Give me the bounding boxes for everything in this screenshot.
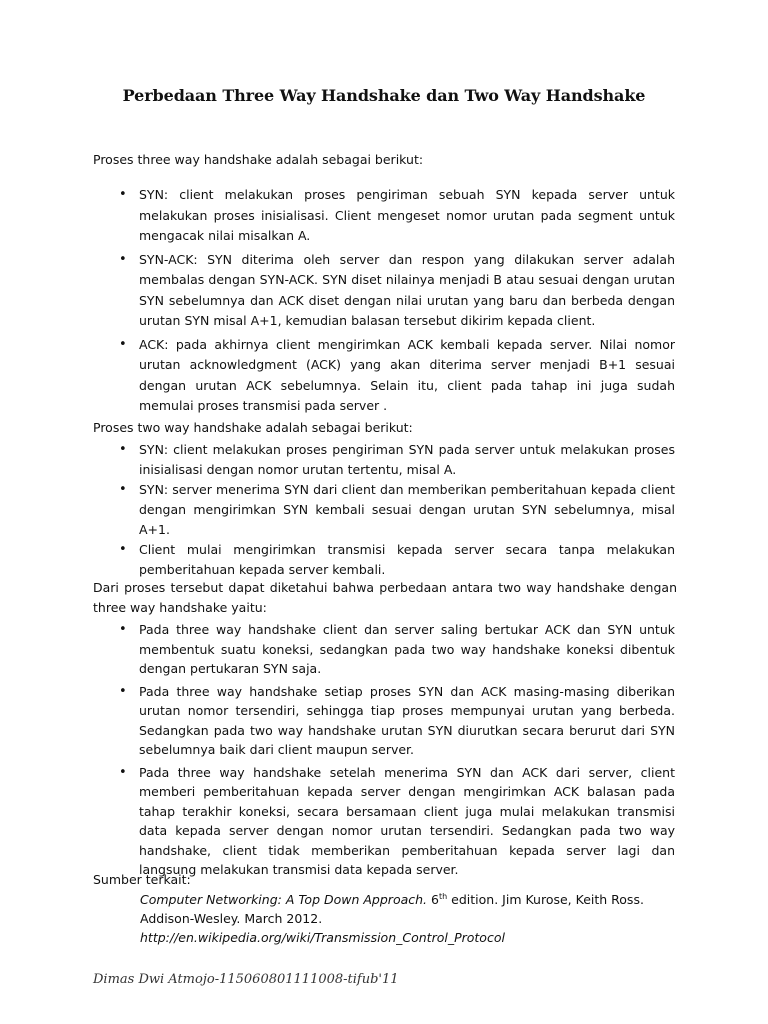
list-item-text: SYN: client melakukan proses pengiriman sebuah SYN kepada server untuk melakukan proses inisialisasi. Client mengeset nomor urutan pada segment untuk mengacak nilai misalkan A. <box>139 187 675 243</box>
source-book <box>140 890 680 928</box>
book-edition-suffix: th <box>438 891 448 901</box>
section2-list <box>93 440 675 580</box>
bullet-icon: • <box>119 764 127 780</box>
list-item-text: SYN: server menerima SYN dari client dan memberikan pemberitahuan kepada client dengan mengirimkan SYN kembali sesuai dengan urutan SYN sebelumnya, misal A+1. <box>139 482 675 537</box>
bullet-icon: • <box>119 336 127 352</box>
book-details: edition. Jim Kurose, Keith Ross. Addison-Wesley. March 2012. <box>140 892 644 926</box>
list-item-text: SYN: client melakukan proses pengiriman SYN pada server untuk melakukan proses inisialisasi dengan nomor urutan tertentu, misal A. <box>139 442 675 477</box>
list-item-text: SYN-ACK: SYN diterima oleh server dan respon yang dilakukan server adalah membalas dengan SYN-ACK. SYN diset nilainya menjadi B atau sesuai dengan urutan SYN sebelumnya dan ACK diset dengan nilai urutan yang baru dan berbeda dengan urutan SYN misal A+1, kemudian balasan tersebut dikirim kepada client. <box>139 251 675 328</box>
list-item-text: Pada three way handshake setiap proses SYN dan ACK masing-masing diberikan urutan nomor tersendiri, sehingga tiap proses mempunyai urutan yang berbeda. Sedangkan pada two way handshake urutan SYN diurutkan secara berurut dari SYN sebelumnya baik dari client maupun server. <box>139 683 675 757</box>
list-item <box>93 440 675 480</box>
list-item-text: Pada three way handshake setelah menerima SYN dan ACK dari server, client memberi pemberitahuan kepada server dengan mengirimkan ACK balasan pada tahap terakhir koneksi, secara bersamaan client juga mulai melakukan transmisi data kepada server dengan nomor urutan tersendiri. Sedangkan pada two way handshake, client tidak memberikan pemberitahuan kepada server lagi dan langsung melakukan transmisi data kepada server. <box>139 764 675 877</box>
list-item <box>93 335 675 417</box>
book-edition-number: 6 <box>431 892 439 907</box>
bullet-icon: • <box>119 622 127 637</box>
section1-intro: Proses three way handshake adalah sebagai berikut: <box>93 152 424 167</box>
bullet-icon: • <box>119 683 127 699</box>
author-footer: Dimas Dwi Atmojo-115060801111008-tifub'11 <box>93 972 399 987</box>
list-item <box>93 185 675 247</box>
sources-list <box>140 890 680 947</box>
list-item-text: Client mulai mengirimkan transmisi kepada server secara tanpa melakukan pemberitahuan kepada server kembali. <box>139 542 675 577</box>
list-item <box>93 620 675 679</box>
bullet-icon: • <box>119 442 127 457</box>
bullet-icon: • <box>119 251 127 267</box>
section2-intro: Proses two way handshake adalah sebagai berikut: <box>93 420 413 435</box>
bullet-icon: • <box>119 482 127 497</box>
document-title: Perbedaan Three Way Handshake dan Two Way Handshake <box>122 86 646 105</box>
list-item <box>93 480 675 540</box>
list-item <box>93 250 675 332</box>
bullet-icon: • <box>119 542 127 557</box>
bullet-icon: • <box>119 187 127 202</box>
source-link[interactable]: http://en.wikipedia.org/wiki/Transmission_Control_Protocol <box>140 930 505 945</box>
list-item <box>93 682 675 760</box>
section1-list <box>93 185 675 420</box>
list-item <box>93 540 675 580</box>
section3-intro: Dari proses tersebut dapat diketahui bahwa perbedaan antara two way handshake dengan three way handshake yaitu: <box>93 580 677 615</box>
section3-list <box>93 620 675 883</box>
sources-heading: Sumber terkait: <box>93 872 191 887</box>
list-item-text: Pada three way handshake client dan server saling bertukar ACK dan SYN untuk membentuk suatu koneksi, sedangkan pada two way handshake koneksi dibentuk dengan pertukaran SYN saja. <box>139 622 675 676</box>
list-item-text: ACK: pada akhirnya client mengirimkan ACK kembali kepada server. Nilai nomor urutan acknowledgment (ACK) yang akan diterima server menjadi B+1 sesuai dengan urutan ACK sebelumnya. Selain itu, client pada tahap ini juga sudah memulai proses transmisi pada server . <box>139 336 675 413</box>
list-item <box>93 763 675 880</box>
book-title: Computer Networking: A Top Down Approach. <box>140 892 428 907</box>
